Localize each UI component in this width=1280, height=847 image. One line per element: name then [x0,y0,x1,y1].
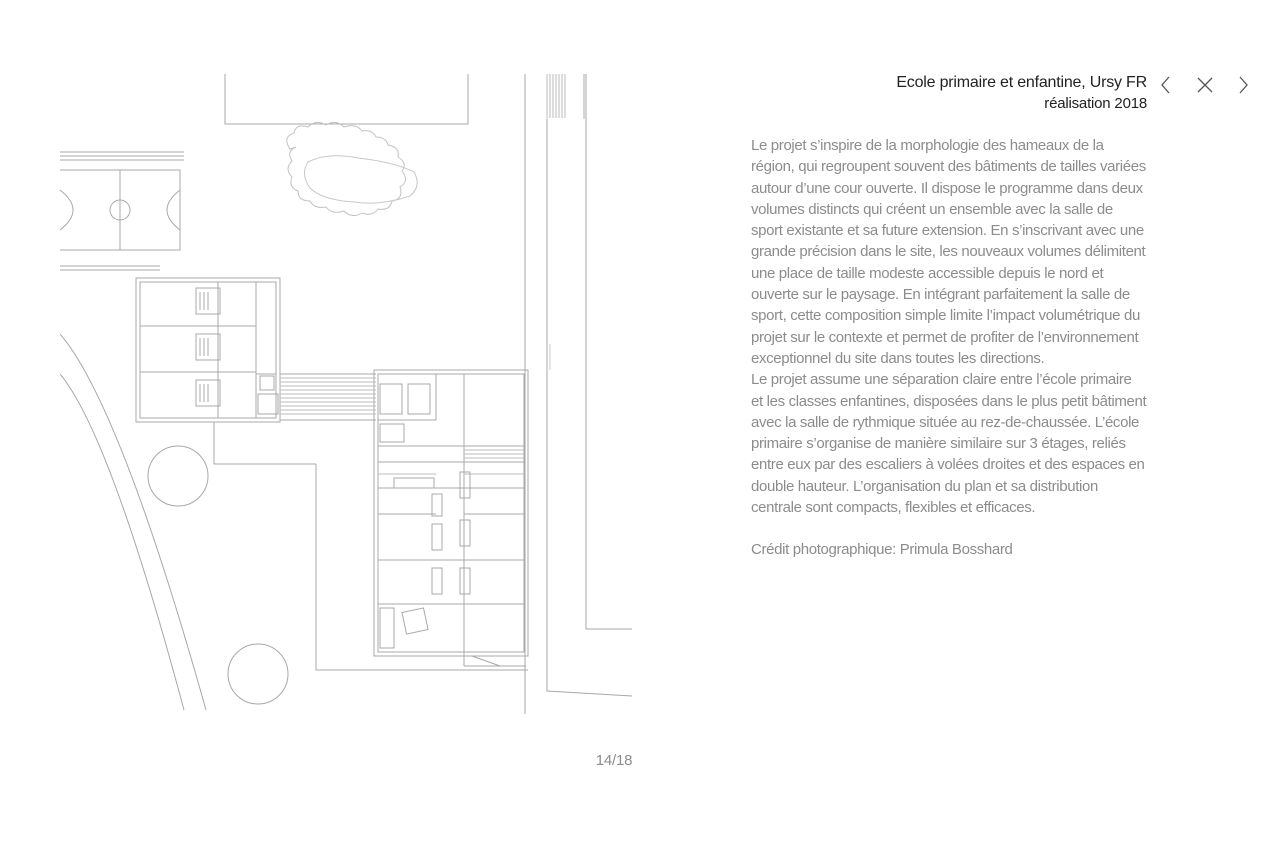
next-button[interactable] [1232,74,1254,96]
description-paragraph: Le projet assume une séparation claire entre l’école primaire et les classes enfantines, disposées dans le plus petit bâtiment avec la salle de rythmique située au rez-de-chaussée. L’école primaire s’organise de manière similaire sur 3 étages, reliés entre eux par des escaliers à volées droites et des espaces en double hauteur. L’organisation du plan et sa distribution centrale sont compacts, flexibles et efficaces. [751,371,1147,517]
chevron-right-icon [1232,74,1254,96]
photo-credit: Crédit photographique: Primula Bosshard [751,541,1013,559]
project-title: Ecole primaire et enfantine, Ursy FR [896,74,1147,91]
project-description [751,135,1147,518]
close-button[interactable] [1194,74,1216,96]
project-info-panel [751,72,1147,560]
chevron-left-icon [1155,74,1177,96]
slide-counter: 14/18 [595,752,633,769]
close-icon [1194,74,1216,96]
floor-plan-image [60,74,632,714]
description-paragraph: Le projet s’inspire de la morphologie des hameaux de la région, qui regroupent souvent des bâtiments de tailles variées autour d’une cour ouverte. Il dispose le programme dans deux volumes distincts qui créent un ensemble avec la salle de sport existante et sa future extension. En s’inscrivant avec une grande précision dans le site, les nouveaux volumes délimitent une place de taille modeste accessible depuis le nord et ouverte sur le paysage. En intégrant parfaitement la salle de sport, cette composition simple limite l’impact volumétrique du projet sur le contexte et permet de profiter de l’environnement exceptionnel du site dans toutes les directions. [751,137,1146,367]
gallery-navigation [1155,74,1255,96]
project-subtitle: réalisation 2018 [1044,95,1147,112]
previous-button[interactable] [1155,74,1177,96]
